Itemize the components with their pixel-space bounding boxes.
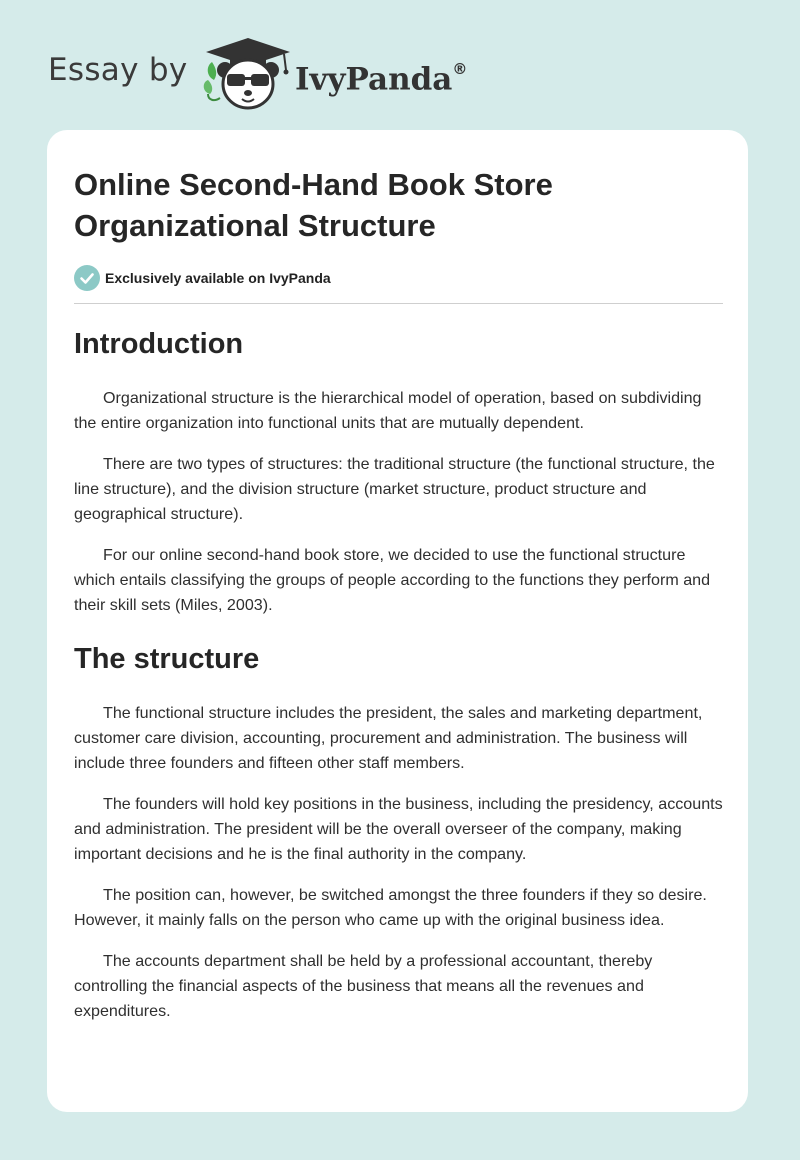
check-circle-icon (74, 265, 100, 291)
title-line-2: Organizational Structure (74, 208, 436, 243)
badge-text: Exclusively available on IvyPanda (105, 270, 331, 286)
paragraph: The position can, however, be switched amongst the three founders if they so desire. However, it mainly falls on the person who came up with the original business idea. (74, 886, 707, 929)
panda-graduate-logo-icon[interactable] (200, 36, 296, 112)
paragraph: For our online second-hand book store, we decided to use the functional structure which entails classifying the groups of people according to the functions they perform and their skill sets (Miles, 2003). (74, 546, 711, 614)
title-line-1: Online Second-Hand Book Store (74, 167, 553, 202)
section-heading-introduction: Introduction (74, 328, 244, 360)
section-heading-the-structure: The structure (74, 643, 260, 675)
paragraph: There are two types of structures: the traditional structure (the functional structure, the line structure), and the division structure (market structure, product structure and geographical structure). (74, 455, 715, 523)
paragraph: The founders will hold key positions in the business, including the presidency, accounts and administration. The president will be the overall overseer of the company, making important decisions and he is the final authority in the company. (74, 795, 723, 863)
exclusive-badge (74, 265, 723, 291)
paragraph: Organizational structure is the hierarchical model of operation, based on subdividing the entire organization into functional units that are mutually dependent. (74, 389, 702, 432)
site-header (0, 0, 800, 120)
essay-by-label: Essay by (48, 52, 188, 88)
essay-content (74, 164, 723, 1024)
paragraph: The functional structure includes the president, the sales and marketing department, customer care division, accounting, procurement and administration. The business will include three founders and fifteen other staff members. (74, 704, 703, 772)
essay-card (47, 130, 748, 1112)
divider (74, 303, 723, 304)
brand-name[interactable]: IvyPanda® (295, 60, 468, 98)
page-title (74, 164, 723, 246)
paragraph: The accounts department shall be held by a professional accountant, thereby controlling the financial aspects of the business that means all the revenues and expenditures. (74, 952, 653, 1020)
